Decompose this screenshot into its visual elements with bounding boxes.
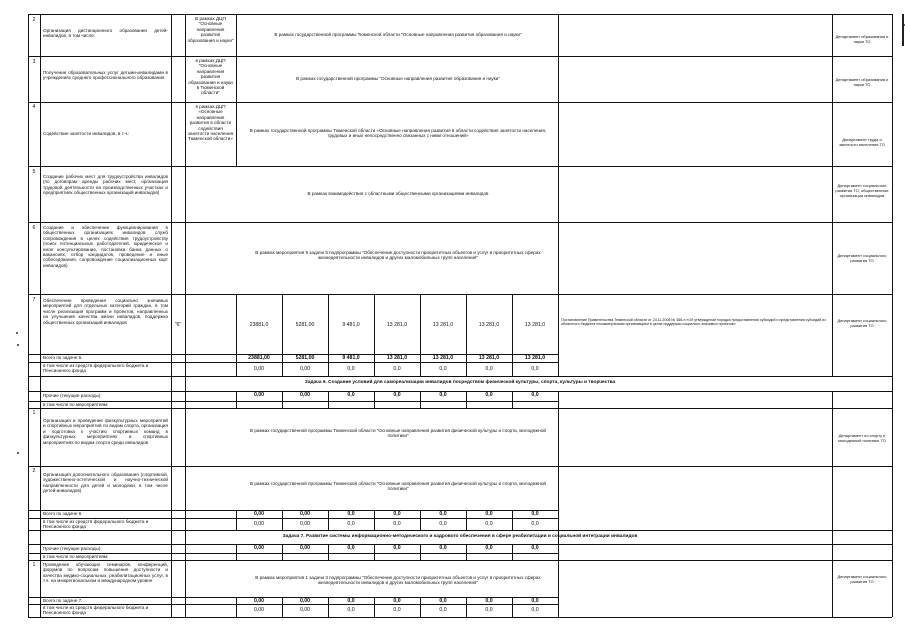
total-cell: 0,0 [485,598,493,604]
row-program: В рамках взаимодействия с областными общественными организациями инвалидов [307,191,489,196]
total-cell: 5281,00 [295,355,315,361]
fed-cell: 0,0 [439,366,447,372]
fed-cell: 0,0 [485,521,493,527]
row-name: Обеспечение проведения социально значимых мероприятий для отдельных категорий граждан, в том числе реализация программ и проектов, направленных на улучшение качества жизни инвалидов, поддержка общественных организаций инвалидов [43,298,168,325]
value-cell: 13 281,0 [386,322,408,328]
fed-cell: 0,0 [531,521,539,527]
total-cell: 0,0 [347,598,355,604]
fed-cell: 0,0 [439,521,447,527]
row-number: 4 [32,104,36,110]
total-cell: 0,0 [393,511,401,517]
row-executor: Департамент по спорту и молодежной политике ТО [838,434,886,443]
row-name: Организация и проведение физкультурных мероприятий и спортивных мероприятий по видам спорта, организация и подготовка к участию спортивных команд в физкультурных мероприятиях и спортивных мероприятиях по видам спорта среди инвалидов [43,418,168,445]
other-cell: 0,0 [485,392,493,398]
row-program: В рамках государственной программы Тюменской области "Основные направления развития физической культуры и спорта, молодежной политики" [250,428,546,439]
total-cell: 0,0 [393,598,401,604]
fed-cell: 0,00 [253,366,265,372]
other-cell: 0,0 [393,545,401,551]
fed-cell: 0,00 [253,607,265,613]
value-cell: 23881,0 [249,322,269,328]
fed-cell: 0,0 [531,366,539,372]
total-cell: 13 281,0 [432,355,454,361]
row-number: 5 [32,169,36,175]
row-executor: Департамент социального развития ТО [837,319,887,328]
total-cell: 13 281,0 [478,355,500,361]
fed-label: в том числе из средств федерального бюджета и Пенсионного фонда [43,605,149,616]
row-executor: Департамент социального развития ТО [837,254,887,263]
value-cell: 13 281,0 [432,322,454,328]
total-cell: 0,0 [347,511,355,517]
total-cell: 0,00 [299,598,311,604]
row-name: Получение образовательных услуг детьми-инвалидами в учреждениях среднего профессионального образования. [43,70,168,81]
total-cell: 0,0 [439,511,447,517]
fed-cell: 0,00 [299,521,311,527]
budget-table-page [14,14,892,634]
other-label: Прочие (текущие расходы) [43,393,101,398]
fed-cell: 0,0 [347,607,355,613]
row-code: "6" [174,322,182,328]
total-cell: 9 481,0 [342,355,360,361]
total-label: Всего по задаче 7. [43,598,83,603]
total-label: Всего по задаче 5. [43,355,83,360]
other-cell: 0,0 [531,392,539,398]
row-number: 1 [32,562,36,568]
incl-label: в том числе по мероприятиям: [43,402,109,407]
row-program: В рамках государственной программы "Основные направления развития образования и науки" [296,76,500,81]
row-name: Организация дополнительного образования (спортивной, художественно-эстетической и научно-технической направленности для детей и молодежи, в том числе детей-инвалидов) [43,472,168,494]
fed-cell: 0,0 [393,521,401,527]
row-source: В рамках ДЦП "Основные направления развития образования и науки" [187,16,234,43]
row-program: В рамках мероприятия 1 задачи 3 подпрограммы "Обеспечение доступности приоритетных объектов и услуг в приоритетных сферах жизнедеятельности инвалидов и других маломобильных групп населения" [255,575,541,586]
row-executor: Департамент труда и занятости населения ТО [839,138,885,147]
row-executor: Департамент образования и науки ТО [835,78,889,87]
other-cell: 0,0 [439,545,447,551]
total-cell: 0,0 [485,511,493,517]
row-source: в рамках ДЦП «Основные направления развития в области содействия занятости населения Тюменской области» [187,104,234,142]
fed-cell: 0,0 [439,607,447,613]
fed-cell: 0,0 [485,366,493,372]
total-cell: 0,0 [439,598,447,604]
fed-cell: 0,00 [299,607,311,613]
other-cell: 0,0 [485,545,493,551]
other-cell: 0,0 [347,545,355,551]
row-executor: Департамент социального развития ТО, общественные организации инвалидов [835,184,889,198]
row-name: Проведение обучающих семинаров, конференций, форумов по вопросам повышения доступности и качества медико-социальных, реабилитационных услуг, в т.ч. на межрегиональном и международном уровне [43,562,168,584]
task-heading: Задача 6. Создание условий для самореализации инвалидов посредством физической культуры, спорта, культуры и творчества [304,380,616,385]
other-cell: 0,00 [299,392,311,398]
row-executor: Департамент социального развития ТО [837,575,887,584]
value-cell: 13 281,0 [524,322,546,328]
other-cell: 0,0 [393,392,401,398]
total-cell: 13 281,0 [386,355,408,361]
fed-cell: 0,0 [347,366,355,372]
value-cell: 13 281,0 [478,322,500,328]
other-label: Прочие (текущие расходы) [43,546,101,551]
row-name: Создание рабочих мест для трудоустройства инвалидов (по договорам аренды рабочих мест, организация трудовой деятельности на производственных участках и предприятиях общественных организаций инвалидов) [43,174,168,196]
total-cell: 0,00 [253,511,265,517]
value-cell: 5281,00 [295,322,315,328]
incl-label: в том числе по мероприятиям: [43,554,109,559]
row-note: Постановление Правительства Тюменской области от 24.11.2008 № 356-п «Об утверждении порядка предоставления субсидий и представления субсидий из областного бюджета некоммерческим организациям в целях поддержки социально значимых проектов» [561,318,826,327]
row-program: В рамках мероприятия 9 задачи 5 подпрограммы "Обеспечение доступности приоритетных объектов и услуг в приоритетных сферах жизнедеятельности инвалидов и других маломобильных групп населения" [255,250,541,261]
total-label: Всего по задаче 6. [43,511,83,516]
fed-cell: 0,0 [531,607,539,613]
row-number: 7 [32,297,36,303]
row-source: в рамках ДЦП "Основные направления развития образования и науки в Тюменской области" [188,58,233,96]
row-name: Создание и обеспечение функционирования в общественных организациях инвалидов служб сопровождения в целях содействия трудоустройству (поиск потенциальных работодателей, юридическое и иное консультирование, постановка банка данных о вакансиях, отбор кандидатов, проведение и иные собеседования, сопровождение социализационных карт инвалидов) [43,225,168,268]
row-program: В рамках государственной программы Тюменской области "Основные направления развития физической культуры и спорта, молодежной политики" [250,481,546,492]
total-cell: 0,00 [299,511,311,517]
task-heading: Задача 7. Развитие системы информационно-методического и кадрового обеспечения в сфере реабилитации и социальной интеграции инвалидов [282,534,638,539]
fed-cell: 0,00 [253,521,265,527]
row-number: 1 [32,410,36,416]
fed-cell: 0,0 [347,521,355,527]
fed-label: в том числе из средств федерального бюджета и Пенсионного фонда [43,363,149,374]
row-executor: Департамент образования и науки ТО [835,35,889,44]
value-cell: 9 481,0 [342,322,360,328]
row-program: В рамках государственной программы Тюменской области «Основные направления развития в области содействия занятости населения, трудовых и иных непосредственно связанных с ними отношений» [249,128,547,139]
row-program: В рамках государственной программы Тюменской области "Основные направления развития образования и науки" [274,32,522,37]
other-cell: 0,0 [439,392,447,398]
other-cell: 0,0 [531,545,539,551]
fed-cell: 0,0 [393,607,401,613]
total-cell: 23881,00 [248,355,270,361]
total-cell: 13 281,0 [524,355,546,361]
fed-cell: 0,00 [299,366,311,372]
row-number: 2 [32,17,36,23]
row-name: Организация дистанционного образования детей-инвалидов, в том числе: [43,28,168,39]
row-number: 2 [32,468,36,474]
fed-label: в том числе из средств федерального бюджета и Пенсионного фонда [43,519,149,530]
other-cell: 0,00 [253,545,265,551]
fed-cell: 0,0 [393,366,401,372]
other-cell: 0,0 [347,392,355,398]
total-cell: 0,00 [253,598,265,604]
fed-cell: 0,0 [485,607,493,613]
row-number: 3 [32,59,36,65]
row-number: 6 [32,225,36,231]
other-cell: 0,00 [299,545,311,551]
row-name: Содействие занятости инвалидов, в т.ч.: [43,131,130,136]
total-cell: 0,0 [531,598,539,604]
total-cell: 0,0 [531,511,539,517]
other-cell: 0,00 [253,392,265,398]
